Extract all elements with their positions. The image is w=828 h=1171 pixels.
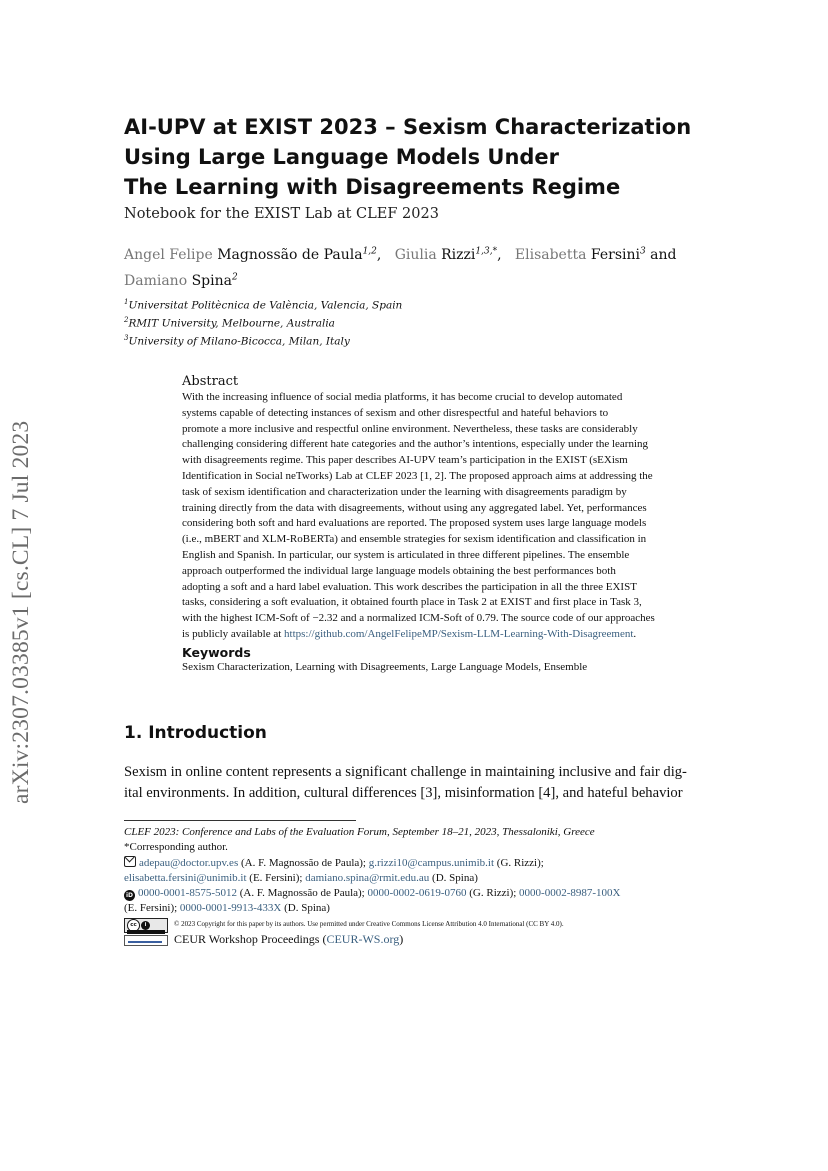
email-link[interactable]: damiano.spina@rmit.edu.au — [305, 872, 430, 884]
abstract-line: approach outperformed the individual large language models obtaining the best performances both — [182, 564, 616, 577]
ceur-link[interactable]: CEUR-WS.org — [326, 932, 400, 946]
title-line: The Learning with Disagreements Regime — [124, 175, 621, 199]
abstract-body — [182, 390, 704, 643]
abstract-line: adopting a soft and a hard label evaluation. This work describes the participation in all the three EXIST — [182, 580, 637, 593]
abstract-line: with the highest ICM-Soft of −2.32 and a normalized ICM-Soft of 0.79. The source code of our approaches — [182, 612, 655, 625]
arxiv-identifier: arXiv:2307.03385v1 [cs.CL] 7 Jul 2023 — [8, 420, 34, 804]
author: Angel Felipe Magnossão de Paula$^{1,2}$, — [124, 246, 391, 263]
abstract-line: With the increasing influence of social media platforms, it has become crucial to develop automated — [182, 391, 623, 403]
paper-subtitle: Notebook for the EXIST Lab at CLEF 2023 — [124, 206, 439, 222]
abstract-line: considering both soft and hard evaluations are reported. The proposed system uses large language models — [182, 517, 647, 530]
introduction-text — [124, 762, 709, 804]
github-link[interactable]: https://github.com/AngelFelipeMP/Sexism-LLM-Learning-With-Disagreement — [284, 627, 634, 640]
orcid-line: iD 0000-0001-8575-5012 (A. F. Magnossão de Paula); 0000-0002-0619-0760 (G. Rizzi); 0000-0002-8987-100X — [125, 887, 621, 899]
email-line: elisabetta.fersini@unimib.it (E. Fersini); damiano.spina@rmit.edu.au (D. Spina) — [124, 872, 478, 884]
orcid-link[interactable]: 0000-0001-9913-433X — [179, 902, 282, 914]
envelope-icon — [124, 856, 136, 867]
orcid-line: (E. Fersini); 0000-0001-9913-433X (D. Spina) — [124, 902, 330, 914]
corresponding-footnote: *Corresponding author. — [124, 841, 228, 853]
keywords-text: Sexism Characterization, Learning with Disagreements, Large Language Models, Ensemble — [182, 661, 588, 673]
abstract-line: challenging considering different hate categories and the author’s intentions, especially under the learning — [182, 438, 649, 451]
email-line: adepau@doctor.upv.es (A. F. Magnossão de Paula); g.rizzi10@campus.unimib.it (G. Rizzi); — [124, 856, 544, 871]
affiliation: $^1$Universitat Politècnica de València, Valencia, Spain — [124, 298, 403, 312]
intro-line: Sexism in online content represents a significant challenge in maintaining inclusive and fair dig- — [124, 764, 687, 780]
ceur-logo-icon — [124, 935, 168, 946]
orcid-icon: iD — [125, 892, 134, 899]
abstract-line: Identification in Social neTworks) Lab at CLEF 2023 [1, 2]. The proposed approach aims at addressing the — [182, 469, 653, 482]
title-line: AI-UPV at EXIST 2023 – Sexism Characterization — [124, 115, 692, 139]
author: Damiano Spina$^2$ — [124, 272, 238, 290]
conference-footnote: CLEF 2023: Conference and Labs of the Evaluation Forum, September 18–21, 2023, Thessaloniki, Greece — [124, 826, 595, 838]
section-title: 1. Introduction — [124, 723, 267, 743]
author: Elisabetta Fersini$^3$ and — [514, 246, 677, 263]
abstract-line: task of sexism identification and characterization under the learning with disagreements paradigm by — [182, 485, 627, 498]
email-link[interactable]: g.rizzi10@campus.unimib.it — [368, 857, 495, 869]
abstract-line: systems capable of detecting instances of sexism and other disrespectful and hateful behaviors to — [182, 406, 609, 419]
author-list — [124, 240, 724, 293]
abstract-heading: Abstract — [182, 374, 239, 389]
orcid-link[interactable]: 0000-0002-8987-100X — [519, 887, 621, 899]
orcid-link[interactable]: 0000-0001-8575-5012 — [138, 887, 237, 899]
ceur-proceedings: CEUR Workshop Proceedings (CEUR-WS.org) — [174, 932, 404, 946]
author: Giulia Rizzi$^{1,3,*}$, — [394, 246, 511, 263]
title-line: Using Large Language Models Under — [124, 145, 560, 169]
email-link[interactable]: adepau@doctor.upv.es — [139, 857, 239, 869]
abstract-line: with disagreements regime. This paper describes AI-UPV team’s participation in the EXIST (sEXism — [182, 454, 628, 467]
paper-title — [124, 112, 764, 202]
abstract-line: (i.e., mBERT and XLM-RoBERTa) and ensemble strategies for sexism identification and classification in — [182, 533, 647, 546]
orcid-link[interactable]: 0000-0002-0619-0760 — [367, 887, 467, 899]
footnote-rule — [124, 820, 356, 821]
abstract-line: training directly from the data with disagreements, without using any aggregated label. Yet, performances — [182, 501, 647, 514]
intro-line: ital environments. In addition, cultural differences [3], misinformation [4], and hateful behavior — [124, 785, 683, 801]
affiliation: $^3$University of Milano-Bicocca, Milan, Italy — [124, 334, 350, 348]
abstract-line: promote a more inclusive and respectful online environment. Nevertheless, these tasks are considerably — [182, 422, 638, 435]
cc-by-license-icon: cc i — [124, 918, 168, 933]
abstract-line: tasks, considering a soft evaluation, it obtained fourth place in Task 2 at EXIST and first place in Task 3, — [182, 596, 642, 609]
abstract-line: English and Spanish. In particular, our system is articulated in three different pipelines. The ensemble — [182, 548, 630, 561]
abstract-line: is publicly available at https://github.com/AngelFelipeMP/Sexism-LLM-Learning-With-Disagreement. — [182, 627, 637, 640]
keywords-heading: Keywords — [182, 645, 251, 660]
email-link[interactable]: elisabetta.fersini@unimib.it — [124, 872, 247, 884]
copyright-notice: © 2023 Copyright for this paper by its authors. Use permitted under Creative Commons License Attribution 4.0 International (CC BY 4.0). — [174, 920, 564, 928]
affiliation: $^2$RMIT University, Melbourne, Australia — [124, 316, 335, 330]
